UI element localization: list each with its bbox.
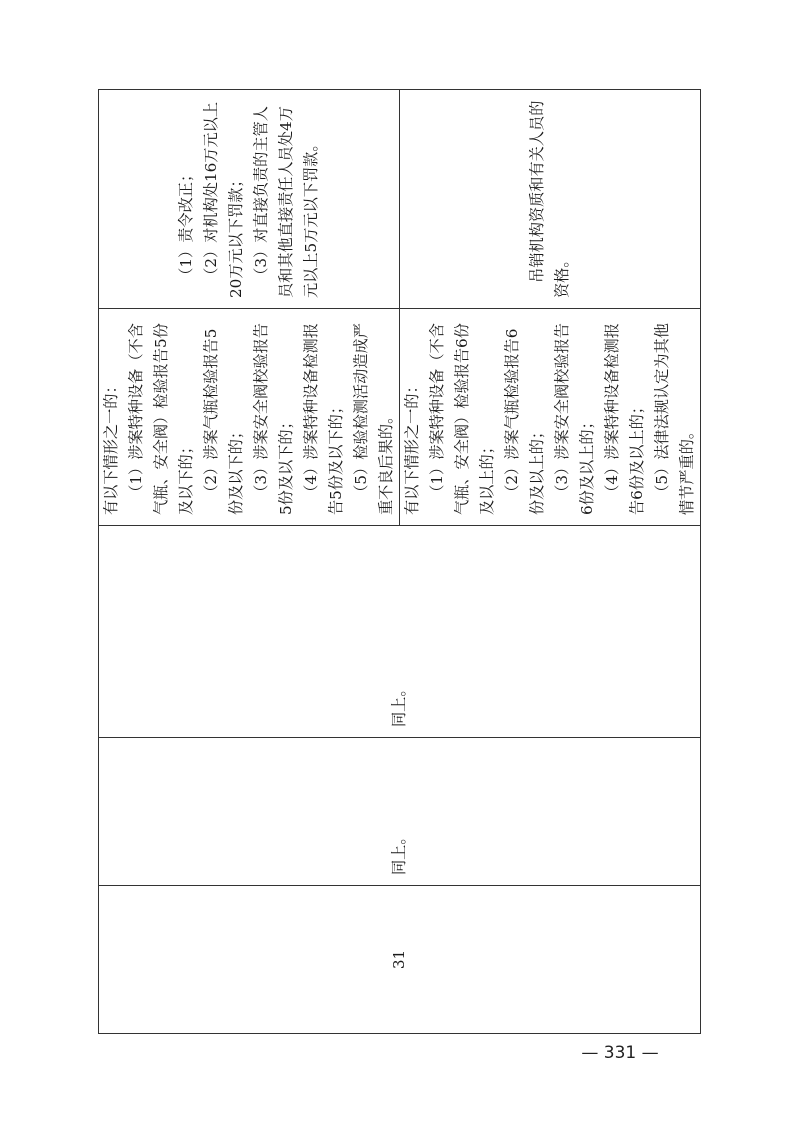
penalty-cell-serious (400, 90, 701, 309)
circumstance-line: 有以下情形之一的： (403, 378, 421, 515)
circumstance-line: （2）涉案气瓶检验报告6份及以上的； (503, 328, 546, 515)
penalty-table (98, 89, 701, 1034)
circumstance-cell-serious (400, 309, 701, 526)
circumstance-line: （3）涉案安全阀校验报告6份及以上的； (553, 323, 596, 515)
circumstance-line: （4）涉案特种设备检测报告6份及以上的； (603, 323, 646, 515)
circumstance-line: （3）涉案安全阀校验报告5份及以下的； (252, 323, 295, 515)
legal-basis-cell: 同上。 (99, 526, 701, 738)
circumstance-line: （5）检验检测活动造成严重不良后果的。 (352, 323, 395, 515)
page-number: — 331 — (581, 1043, 659, 1063)
penalty-cell-general (99, 90, 400, 309)
circumstance-line: （1）涉案特种设备（不含气瓶、安全阀）检验报告6份及以上的； (428, 323, 496, 515)
penalty-line: （2）对机构处16万元以上20万元以下罚款； (202, 101, 245, 298)
penalty-line: （1）责令改正； (177, 166, 195, 283)
circumstance-line: （2）涉案气瓶检验报告5份及以下的； (202, 328, 245, 515)
penalty-line: 吊销机构资质和有关人员的资格。 (528, 100, 571, 298)
row-number-cell: 31 (99, 886, 701, 1034)
penalty-line: （3）对直接负责的主管人员和其他直接责任人员处4万元以上5万元以下罚款。 (252, 106, 320, 298)
circumstance-line: （4）涉案特种设备检测报告5份及以下的； (302, 323, 345, 515)
violation-cell: 同上。 (99, 738, 701, 886)
rotated-page-content (98, 90, 696, 1034)
table-row (99, 90, 400, 1034)
circumstance-line: （5）法律法规认定为其他情节严重的。 (653, 323, 696, 515)
circumstance-cell-general (99, 309, 400, 526)
circumstance-line: 有以下情形之一的： (102, 378, 120, 515)
circumstance-line: （1）涉案特种设备（不含气瓶、安全阀）检验报告5份及以下的； (127, 323, 195, 515)
